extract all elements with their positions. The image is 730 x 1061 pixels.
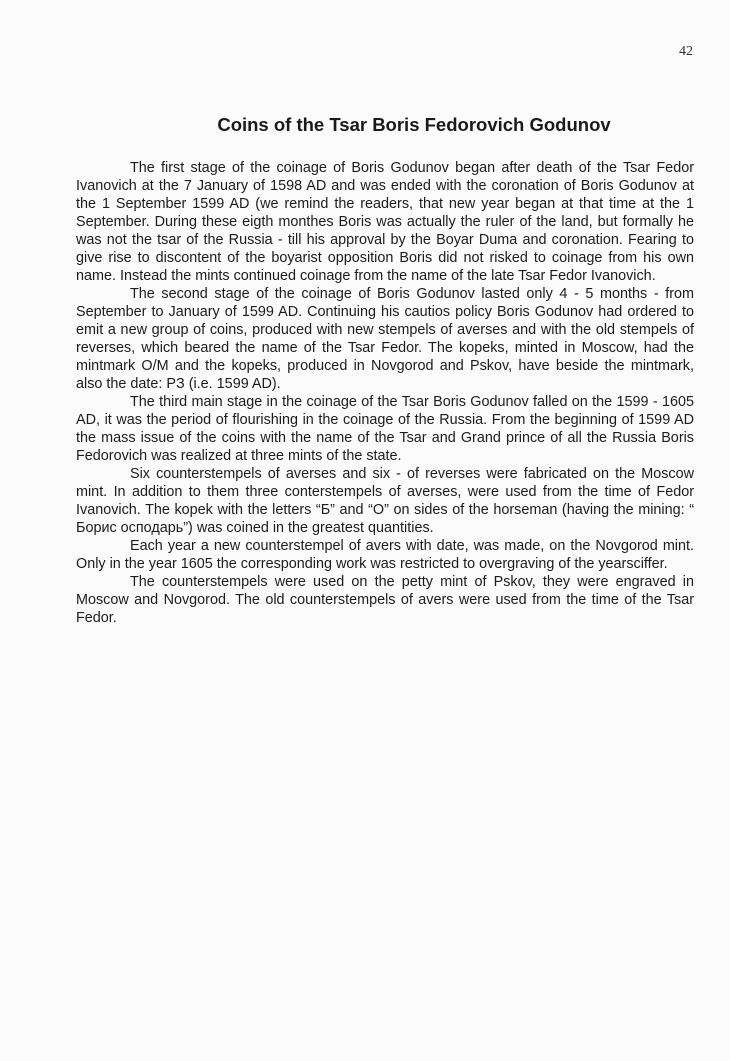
page-title: Coins of the Tsar Boris Fedorovich Godunov [217,114,611,135]
paragraph-5: Each year a new counterstempel of avers with date, was made, on the Novgorod mint. Only in the year 1605 the corresponding work was restricted to overgraving of the yearsciffer. [76,538,694,572]
paragraph-2: The second stage of the coinage of Boris Godunov lasted only 4 - 5 months - from September to January of 1599 AD. Continuing his cautios policy Boris Godunov had ordered to emit a new group of coins, produced with new stempels of averses and with the old stempels of reverses, which beared the name of the Tsar Fedor. The kopeks, minted in Moscow, had the mintmark O/M and the kopeks, produced in Novgorod and Pskov, have beside the mintmark, also the date: PЗ (i.e. 1599 AD). [76,286,694,392]
page-number: 42 [679,44,693,59]
paragraph-4: Six counterstempels of averses and six - of reverses were fabricated on the Moscow mint. In addition to them three conterstempels of averses, were used from the time of Fedor Ivanovich. The kopek with the letters “Б” and “О” on sides of the horseman (having the mining: “ Борис осподарь”) was coined in the greatest quantities. [76,466,694,536]
paragraph-6: The counterstempels were used on the petty mint of Pskov, they were engraved in Moscow and Novgorod. The old counterstempels of avers were used from the time of the Tsar Fedor. [76,574,694,626]
paragraph-1: The first stage of the coinage of Boris Godunov began after death of the Tsar Fedor Ivanovich at the 7 January of 1598 AD and was ended with the coronation of Boris Godunov at the 1 September 1599 AD (we remind the readers, that new year began at that time at the 1 September. During these eigth monthes Boris was actually the ruler of the land, but formally he was not the tsar of the Russia - till his approval by the Boyar Duma and coronation. Fearing to give rise to discontent of the boyarist opposition Boris did not risked to coinage from his own name. Instead the mints continued coinage from the name of the late Tsar Fedor Ivanovich. [76,160,694,284]
article-body [76,159,694,627]
paragraph-3: The third main stage in the coinage of the Tsar Boris Godunov falled on the 1599 - 1605 AD, it was the period of flourishing in the coinage of the Russia. From the beginning of 1599 AD the mass issue of the coins with the name of the Tsar and Grand prince of all the Russia Boris Fedorovich was realized at three mints of the state. [76,394,694,464]
